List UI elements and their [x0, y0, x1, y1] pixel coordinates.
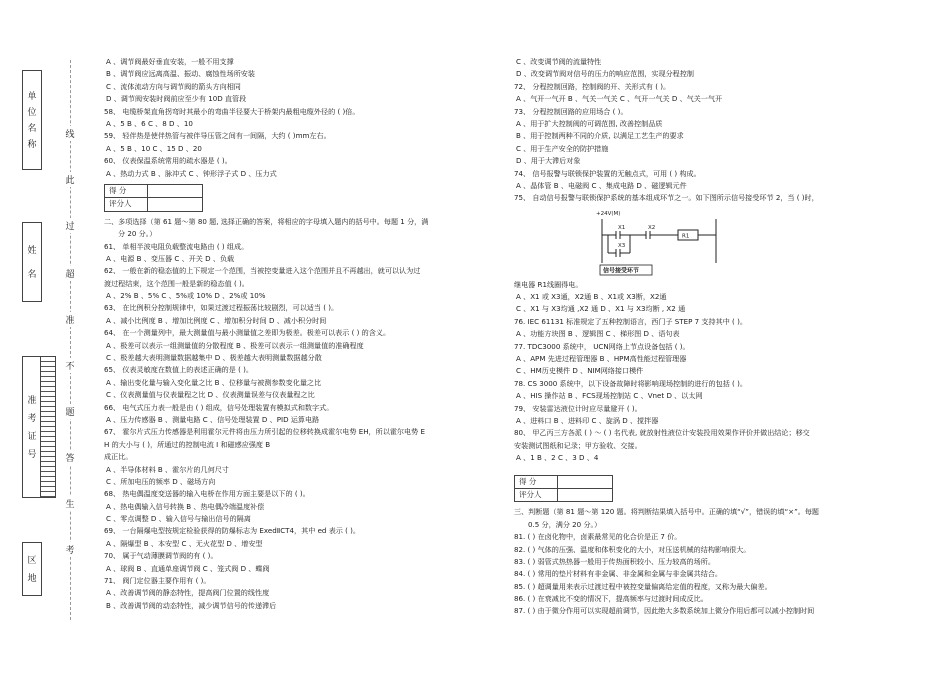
text-line: 66、 电气式压力表一般是由 ( ) 组成，信号处理装置有模拟式和数字式。	[104, 402, 334, 412]
unit-name-char: 单	[27, 92, 37, 102]
binding-margin	[0, 0, 96, 673]
text-line: A 、1 B 、2 C 、3 D 、4	[516, 453, 599, 463]
text-line: C 、所加电压的频率 D 、磁场方向	[106, 476, 216, 486]
text-line: 渡过程结束，这个范围一般是新的稳态值 ( )。	[104, 278, 249, 288]
seal-char: 线	[64, 126, 76, 141]
text-line: A 、减小比例度 B 、增加比例度 C 、增加积分时间 D 、减小积分时间	[106, 315, 327, 325]
text-line: 76. IEC 61131 标准规定了五种控制语言，西门子 STEP 7 支持其中 ( )。	[514, 316, 747, 326]
text-line: 79、 安装雷达液位计时应尽量避开 ( )。	[514, 403, 642, 413]
text-line: 72、 分程控制回路，控制阀的开、关形式有 ( )。	[514, 81, 671, 91]
left-questions-b	[104, 216, 504, 613]
text-line: 68、 热电偶温度变送器的输入电桥在作用方面主要是以下的 ( )。	[104, 489, 310, 499]
text-line: 69、 一台隔爆电型按规定检验获得的防爆标志为 ExedⅡCT4，其中 ed 表示 ( )。	[104, 526, 361, 536]
right-column	[514, 56, 934, 618]
text-line: C 、流体流动方向与调节阀的箭头方向相同	[106, 81, 241, 91]
section-title-cont: 分 20 分。）	[118, 229, 157, 239]
left-questions-a	[104, 56, 504, 180]
text-line: A 、X1 或 X3通，X2通 B 、X1或 X3断，X2通	[516, 292, 667, 302]
text-line: A 、电源 B 、变压器 C 、开关 D 、负载	[106, 253, 235, 263]
text-line: 67、 霍尔片式压力传感器是利用霍尔元件将由压力所引起的位移转换成霍尔电势 EH，所以霍尔电势 E	[104, 427, 425, 437]
text-line: 安装测试图纸和记录；甲方验收、交接。	[514, 440, 642, 450]
text-line: A 、晶体管 B 、电磁阀 C 、集成电路 D 、磁逻辑元件	[516, 180, 687, 190]
text-line: 61、 单相半波电阻负载整流电路由 ( ) 组成。	[104, 241, 249, 251]
text-line: A 、进料口 B 、进料印 C 、旋涡 D 、搅拌器	[516, 415, 659, 425]
text-line: A 、改善调节阀的静态特性，提高阀门位置的线性度	[106, 588, 270, 598]
seal-char: 答	[64, 450, 76, 465]
name-char: 姓	[27, 246, 37, 256]
name-char: 名	[27, 270, 37, 280]
text-line: A 、压力传感器 B 、测量电路 C 、信号处理装置 D 、PID 运算电路	[106, 414, 320, 424]
right-questions-c	[514, 506, 934, 618]
text-line: A 、气开一气开 B 、气关一气关 C 、气开一气关 D 、气关一气开	[516, 94, 723, 104]
section-title-cont: 0.5 分，满分 20 分。）	[528, 519, 602, 529]
text-line: 63、 在比例积分控制规律中，如果过渡过程振荡比较剧烈，可以适当 ( )。	[104, 303, 339, 313]
relay-circuit-diagram	[594, 207, 724, 277]
judge-item: 84. ( ) 常用的垫片材料有非金属、非金属和金属与非金属共结合。	[514, 569, 723, 579]
score-cell[interactable]	[558, 475, 613, 488]
text-line: H 的大小与 ( )，所通过的控制电流 I 和磁感应强度 B	[104, 439, 271, 449]
section-title: 二、多项选择（第 61 题～第 80 题, 选择正确的答案，将相应的字母填入题内的括号中。每题 1 分，满	[104, 216, 429, 226]
r1-label: R1	[682, 233, 690, 240]
seal-char: 不	[64, 358, 76, 373]
seal-char: 考	[64, 542, 76, 557]
region-char: 地	[27, 574, 37, 584]
text-line: 64、 在一个测量列中，最大测量值与最小测量值之差即为极差。极差可以表示 ( ) 的含义。	[104, 328, 391, 338]
grader-cell[interactable]	[558, 488, 613, 501]
text-line: C 、极差越大表明测量数据越集中 D 、极差越大表明测量数据越分散	[106, 353, 322, 363]
unit-name-char: 名	[27, 124, 37, 134]
text-line: A 、极差可以表示一组测量值的分散程度 B 、极差可以表示一组测量值的准确程度	[106, 340, 364, 350]
name-box	[22, 222, 42, 302]
text-line: 78. CS 3000 系统中，以下设备故障时将影响现场控制的进行的包括 ( )。	[514, 378, 747, 388]
exam-id-grid	[40, 356, 56, 498]
text-line: 58、 电缆桥架直角拐弯时其最小的弯曲半径要大于桥架内最粗电缆外径的 ( )倍。	[104, 106, 360, 116]
text-line: 59、 轻伴热是使伴热管与被伴导压管之间有一间隔，大约 ( )mm左右。	[104, 131, 331, 141]
left-column	[104, 56, 504, 612]
text-line: C 、用于生产安全的防护措施	[516, 143, 609, 153]
section-title: 三、判断题（第 81 题～第 120 题。将判断结果填入括号中。正确的填“√”，错误的填“×”。每题	[514, 507, 820, 517]
exam-id-char: 准	[27, 396, 37, 406]
text-line: 73、 分程控制回路的应用场合 ( )。	[514, 106, 628, 116]
text-line: C 、改变调节阀的流量特性	[516, 57, 602, 66]
unit-name-char: 位	[27, 108, 37, 118]
judge-item: 81. ( ) 在卤化物中，卤素最常见的化合价是正 7 价。	[514, 532, 682, 542]
region-box	[22, 542, 42, 596]
right-questions-a	[514, 56, 934, 205]
text-line: B 、改善调节阀的动态特性，减少调节信号的传递滞后	[106, 600, 277, 610]
text-line: C 、X1 与 X3均通 ,X2 通 D 、X1 与 X3均断 , X2 通	[516, 304, 686, 314]
text-line: C 、仪表测量值与仪表量程之比 D 、仪表测量误差与仪表量程之比	[106, 390, 315, 400]
score-table	[104, 184, 203, 212]
text-line: 60、 仪表保温系统常用的疏水器是 ( )。	[104, 156, 232, 166]
grader-label: 评分人	[105, 198, 148, 211]
right-questions-b	[514, 279, 934, 465]
text-line: A 、热电偶输入信号转换 B 、热电偶冷端温度补偿	[106, 501, 265, 511]
text-line: A 、输出变化量与输入变化量之比 B 、位移量与被测参数变化量之比	[106, 377, 322, 387]
text-line: A 、用于扩大控制阀的可调范围, 改善控制品质	[516, 118, 663, 128]
text-line: A 、功能方块图 B 、逻辑图 C 、梯形图 D 、语句表	[516, 329, 680, 339]
text-line: A 、隔爆型 B 、本安型 C 、无火花型 D 、增安型	[106, 538, 263, 548]
grader-label: 评分人	[515, 488, 558, 501]
judge-item: 86. ( ) 在衰减比不变的情况下，提高频率与过渡时间成反比。	[514, 594, 708, 604]
text-line: 75、 自动信号报警与联锁保护系统的基本组成环节之一。如下图所示信号接受环节 2，当 ( )时，	[514, 193, 819, 203]
text-line: 65、 仪表灵敏度在数值上的表述正确的是 ( )。	[104, 365, 254, 375]
region-char: 区	[27, 556, 37, 566]
x2-label: X2	[648, 224, 656, 231]
judge-item: 83. ( ) 弱管式热热器一般用于传热面积较小、压力较高的场所。	[514, 556, 715, 566]
grader-cell[interactable]	[148, 198, 203, 211]
text-line: A 、HIS 操作站 B 、FCS现场控制站 C 、Vnet D 、以太网	[516, 391, 703, 401]
text-line: A 、5 B 、6 C 、8 D 、10	[106, 118, 193, 128]
text-line: 80、 甲乙丙三方各派 ( ) 〜 ( ) 名代表, 就放射性液位计安装投用效果作评价并做出结论；移交	[514, 428, 810, 438]
exam-id-box	[22, 356, 42, 498]
text-line: A 、半导体材料 B 、霍尔片的几何尺寸	[106, 464, 229, 474]
text-line: D 、用于大滞后对象	[516, 156, 581, 166]
circuit-caption: 信号接受环节	[603, 267, 640, 275]
text-line: 62、 一般在新的稳态值的上下规定一个范围，当被控变量进入这个范围并且不再越出，就可以认为过	[104, 266, 421, 276]
text-line: 继电器 R1线圈得电。	[514, 279, 583, 289]
score-cell[interactable]	[148, 184, 203, 197]
text-line: C 、零点调整 D 、输入信号与输出信号的隔离	[106, 514, 251, 524]
score-label: 得 分	[515, 475, 558, 488]
circuit-svg	[594, 207, 724, 277]
text-line: C 、HM历史模件 D 、NIM网络接口模件	[516, 366, 644, 376]
supply-label: +24V(M)	[596, 210, 621, 217]
exam-id-char: 证	[27, 432, 37, 442]
judge-item: 87. ( ) 由于微分作用可以实现超前调节，因此绝大多数系统加上微分作用后都可以减小控制时间	[514, 606, 815, 616]
cut-line	[70, 60, 71, 620]
text-line: 74、 信号报警与联锁保护装置的无触点式，可用 ( ) 构成。	[514, 168, 701, 178]
text-line: A 、2% B 、5% C 、5%或 10% D 、2%或 10%	[106, 291, 266, 301]
text-line: A 、5 B 、10 C 、15 D 、20	[106, 143, 202, 153]
unit-name-box	[22, 70, 42, 170]
seal-char: 此	[64, 172, 76, 187]
seal-char: 过	[64, 218, 76, 233]
seal-char: 题	[64, 404, 76, 419]
seal-char: 生	[64, 496, 76, 511]
text-line: 77. TDC3000 系统中， UCN网络上节点设备包括 ( )。	[514, 341, 690, 351]
score-table	[514, 475, 613, 503]
text-line: B 、用于控制两种不同的介质, 以满足工艺生产的要求	[516, 131, 684, 141]
text-line: 71、 阀门定位器主要作用有 ( )。	[104, 576, 211, 586]
text-line: A 、APM 先进过程管理器 B 、HPM高性能过程管理器	[516, 354, 687, 364]
seal-char: 准	[64, 312, 76, 327]
x1-label: X1	[618, 224, 626, 231]
text-line: A 、热动力式 B 、脉冲式 C 、钟形浮子式 D 、压力式	[106, 168, 277, 178]
text-line: 成正比。	[104, 452, 133, 462]
text-line: A 、调节阀最好垂直安装，一般不用支撑	[106, 57, 234, 66]
text-line: D 、调节阀安装时阀前应至少有 10D 直管段	[106, 94, 247, 104]
text-line: A 、球阀 B 、直通单座调节阀 C 、笼式阀 D 、蝶阀	[106, 563, 270, 573]
seal-char: 超	[64, 266, 76, 281]
exam-id-char: 号	[27, 450, 37, 460]
text-line: 70、 属于气动薄膜调节阀的有 ( )。	[104, 551, 218, 561]
score-label: 得 分	[105, 184, 148, 197]
judge-item: 85. ( ) 超调量用来表示过渡过程中被控变量偏离给定值的程度，又称为最大偏差。	[514, 581, 772, 591]
judge-item: 82. ( ) 气体的压强、温度和体积变化的大小，对压送机械的结构影响很大。	[514, 544, 751, 554]
text-line: B 、调节阀应远离高温、振动、腐蚀性场所安装	[106, 69, 255, 79]
x3-label: X3	[618, 242, 626, 249]
exam-id-char: 考	[27, 414, 37, 424]
unit-name-char: 称	[27, 140, 37, 150]
text-line: D 、改变调节阀对信号的压力的响应范围，实现分程控制	[516, 69, 694, 79]
